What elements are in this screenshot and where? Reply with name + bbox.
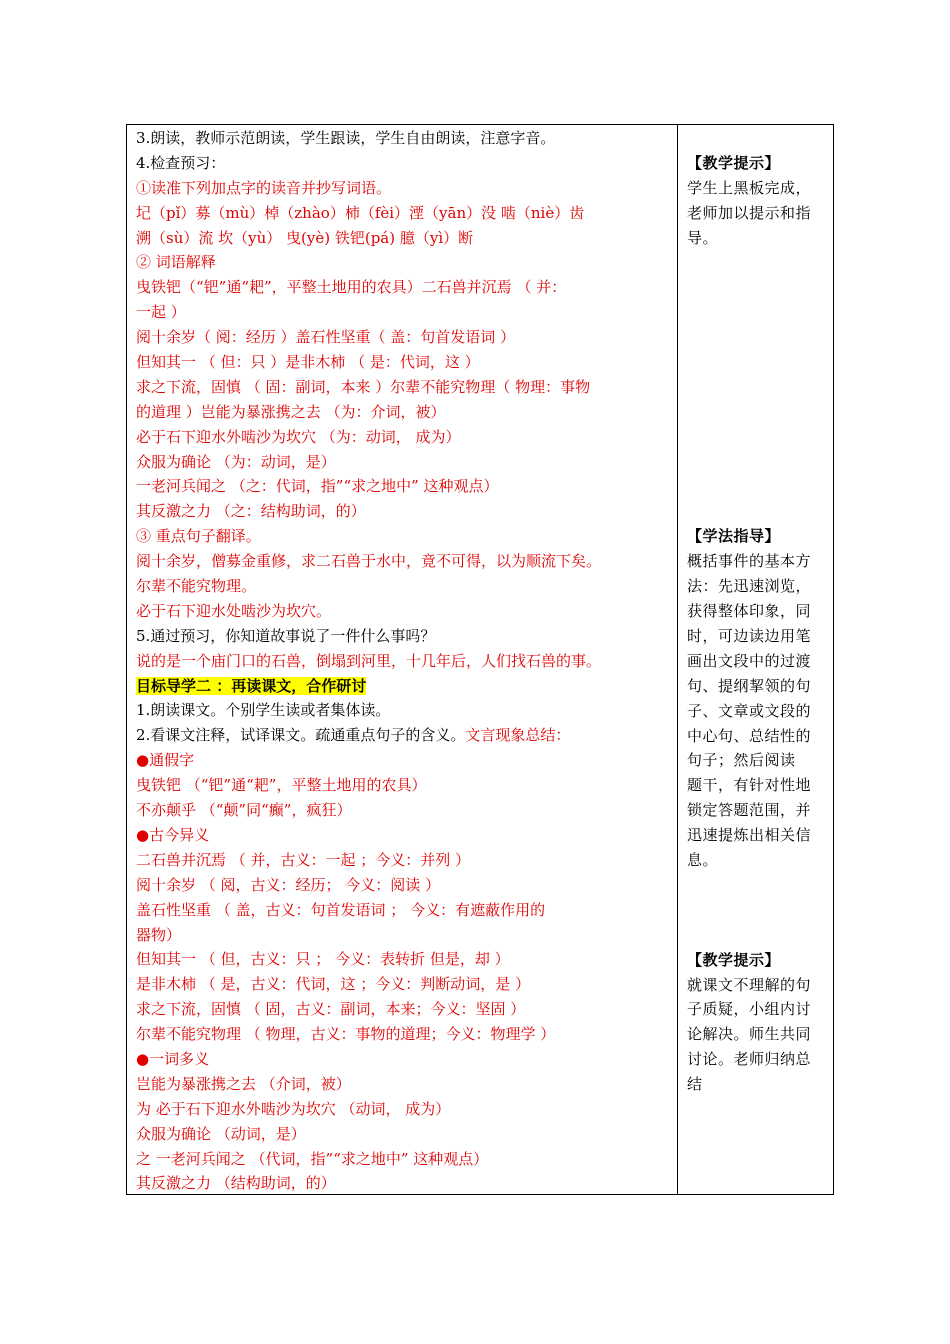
content-line-text: 一老河兵闻之 （之：代词，指”“求之地中” 这种观点）	[136, 477, 499, 496]
content-line	[136, 275, 674, 300]
content-line-text: 众服为确论 （动词，是）	[136, 1124, 306, 1143]
study-method-line: 中心句、总结性的	[687, 726, 812, 745]
content-line	[136, 773, 674, 798]
content-line-text: ③ 重点句子翻译。	[136, 527, 261, 546]
content-line	[136, 300, 674, 325]
teaching-tip-line: 老师加以提示和指	[687, 203, 812, 222]
study-method-line: 概括事件的基本方	[687, 552, 812, 571]
study-method-line: 子、文章或文段的	[687, 701, 812, 720]
study-method-line: 句子；然后阅读	[687, 751, 796, 770]
study-method-line: 句、提纲挈领的句	[687, 676, 812, 695]
content-line	[136, 972, 674, 997]
content-line	[136, 723, 674, 748]
content-line	[136, 126, 674, 151]
main-content-column	[136, 126, 674, 1196]
content-line	[136, 1097, 674, 1122]
content-line	[136, 425, 674, 450]
side-notes-column	[687, 126, 827, 1097]
study-method-line: 法：先迅速浏览，	[687, 577, 812, 596]
study-method-line: 迅速提炼出相关信	[687, 826, 812, 845]
content-line-text: 的道理 ）岂能为暴涨携之去 （为：介词，被）	[136, 402, 446, 421]
content-line-text: 不亦颠乎 （“颠”同“癫”，疯狂）	[136, 801, 352, 820]
content-line-text: 求之下流，固慎 （ 固，古义：副词，本来；今义：坚固 ）	[136, 1000, 526, 1019]
study-method-line: 时，可边读边用笔	[687, 627, 812, 646]
content-line	[136, 375, 674, 400]
content-line	[136, 748, 674, 773]
content-line	[136, 823, 674, 848]
content-line-text: ●通假字	[136, 751, 195, 770]
content-line	[136, 400, 674, 425]
content-line	[136, 176, 674, 201]
content-line-text: 岂能为暴涨携之去 （介词，被）	[136, 1074, 351, 1093]
content-line-text: ② 词语解释	[136, 253, 216, 272]
content-line-text: 阅十余岁，僧募金重修，求二石兽于水中，竟不可得，以为顺流下矣。	[136, 552, 602, 571]
content-line-text: 盖石性坚重 （ 盖，古义：句首发语词 ； 今义：有遮蔽作用的	[136, 900, 546, 919]
study-method-title: 【学法指导】	[687, 527, 781, 546]
study-method-line: 息。	[687, 851, 719, 870]
content-line	[136, 947, 674, 972]
content-line-text: ●古今异义	[136, 825, 210, 844]
content-line-text: 二石兽并沉焉 （ 并，古义：一起 ；今义：并列 ）	[136, 850, 471, 869]
content-line-text: 为 必于石下迎水外啮沙为坎穴 （动词， 成为）	[136, 1099, 451, 1118]
content-line-text: 阅十余岁（ 阅：经历 ）盖石性坚重（ 盖：句首发语词 ）	[136, 328, 516, 347]
content-line-text: 是非木柿 （ 是，古义：代词，这 ；今义：判断动词，是 ）	[136, 975, 531, 994]
teaching-tip-line: 学生上黑板完成，	[687, 178, 812, 197]
content-line-text: 但知其一 （ 但：只 ）是非木柿 （ 是：代词，这 ）	[136, 353, 480, 372]
content-line-suffix: 文言现象总结：	[465, 726, 571, 745]
content-line-text: 众服为确论 （为：动词，是）	[136, 452, 336, 471]
content-line-text: 一起 ）	[136, 303, 186, 322]
content-line	[136, 624, 674, 649]
content-line-text: 圮（pǐ）募（mù）棹（zhào）柿（fèi）湮（yān）没 啮（niè）齿	[136, 203, 585, 222]
teaching-tip-title: 【教学提示】	[687, 153, 781, 172]
content-line	[136, 450, 674, 475]
content-line	[136, 1022, 674, 1047]
content-line	[136, 524, 674, 549]
content-line	[136, 898, 674, 923]
content-line-text: 4.检查预习：	[136, 153, 226, 172]
content-line-text: 2.看课文注释，试译课文。疏通重点句子的含义。	[136, 726, 466, 745]
content-line	[136, 848, 674, 873]
teaching-tip-line: 论解决。师生共同	[687, 1025, 812, 1044]
content-line-text: 求之下流，固慎 （ 固：副词，本来 ）尔辈不能究物理（ 物理：事物	[136, 377, 591, 396]
teaching-tip-line: 就课文不理解的句	[687, 975, 812, 994]
content-line	[136, 1171, 674, 1196]
content-line-text: 说的是一个庙门口的石兽，倒塌到河里，十几年后，人们找石兽的事。	[136, 651, 602, 670]
spacer	[687, 873, 827, 948]
study-method-line: 画出文段中的过渡	[687, 651, 812, 670]
content-line	[136, 549, 674, 574]
study-method-line: 题干，有针对性地	[687, 776, 812, 795]
content-line-text: 5.通过预习，你知道故事说了一件什么事吗？	[136, 626, 436, 645]
content-line	[136, 1047, 674, 1072]
content-line	[136, 649, 674, 674]
content-line	[136, 923, 674, 948]
study-method-line: 锁定答题范围，并	[687, 801, 812, 820]
teaching-tip-line: 子质疑，小组内讨	[687, 1000, 812, 1019]
content-line-text: 曳铁钯（“钯”通“耙”，平整土地用的农具）二石兽并沉焉 （ 并：	[136, 278, 567, 297]
teaching-tip-line: 结	[687, 1075, 703, 1094]
content-line-text: 必于石下迎水处啮沙为坎穴。	[136, 601, 332, 620]
column-divider	[677, 124, 678, 1195]
content-line	[136, 1147, 674, 1172]
content-line-text: 器物）	[136, 925, 182, 944]
content-line-text: 其反激之力 （结构助词，的）	[136, 1174, 336, 1193]
content-line	[136, 474, 674, 499]
study-method-line: 获得整体印象，同	[687, 602, 812, 621]
content-line-text: 曳铁钯 （“钯”通“耙”，平整土地用的农具）	[136, 776, 427, 795]
teaching-tip-title-2: 【教学提示】	[687, 950, 781, 969]
content-line-text: 尔辈不能究物理 （ 物理，古义：事物的道理；今义：物理学 ）	[136, 1025, 556, 1044]
content-line-text: 3.朗读，教师示范朗读，学生跟读，学生自由朗读，注意字音。	[136, 129, 556, 147]
content-line	[136, 674, 674, 699]
content-line	[136, 698, 674, 723]
content-line	[136, 873, 674, 898]
spacer	[687, 250, 827, 524]
content-line-text: 之 一老河兵闻之 （代词，指”“求之地中” 这种观点）	[136, 1149, 489, 1168]
content-line	[136, 201, 674, 226]
content-line	[136, 350, 674, 375]
content-line-text: 溯（sù）流 坎（yù） 曳(yè) 铁钯(pá) 臆（yì）断	[136, 228, 474, 247]
content-line-text: 目标导学二 ：再读课文，合作研讨	[136, 676, 367, 695]
content-line-text: 必于石下迎水外啮沙为坎穴 （为：动词， 成为）	[136, 427, 461, 446]
content-line-text: 但知其一 （ 但，古义：只 ； 今义：表转折 但是，却 ）	[136, 950, 510, 969]
content-line	[136, 798, 674, 823]
content-line	[136, 325, 674, 350]
content-line	[136, 1122, 674, 1147]
content-line	[136, 151, 674, 176]
teaching-tip-line: 讨论。老师归纳总	[687, 1050, 812, 1069]
content-line-text: ①读准下列加点字的读音并抄写词语。	[136, 178, 392, 197]
content-line	[136, 599, 674, 624]
content-line	[136, 226, 674, 251]
content-line-text: 尔辈不能究物理。	[136, 577, 257, 596]
spacer	[687, 126, 827, 151]
content-line	[136, 1072, 674, 1097]
content-line	[136, 997, 674, 1022]
teaching-tip-line: 导。	[687, 228, 719, 247]
content-line-text: 1.朗读课文。个别学生读或者集体读。	[136, 701, 391, 720]
content-line-text: ●一词多义	[136, 1049, 210, 1068]
content-line-text: 阅十余岁 （ 阅，古义：经历； 今义：阅读 ）	[136, 875, 441, 894]
content-line-text: 其反激之力 （之：结构助词，的）	[136, 502, 366, 521]
content-line	[136, 250, 674, 275]
content-line	[136, 574, 674, 599]
content-line	[136, 499, 674, 524]
